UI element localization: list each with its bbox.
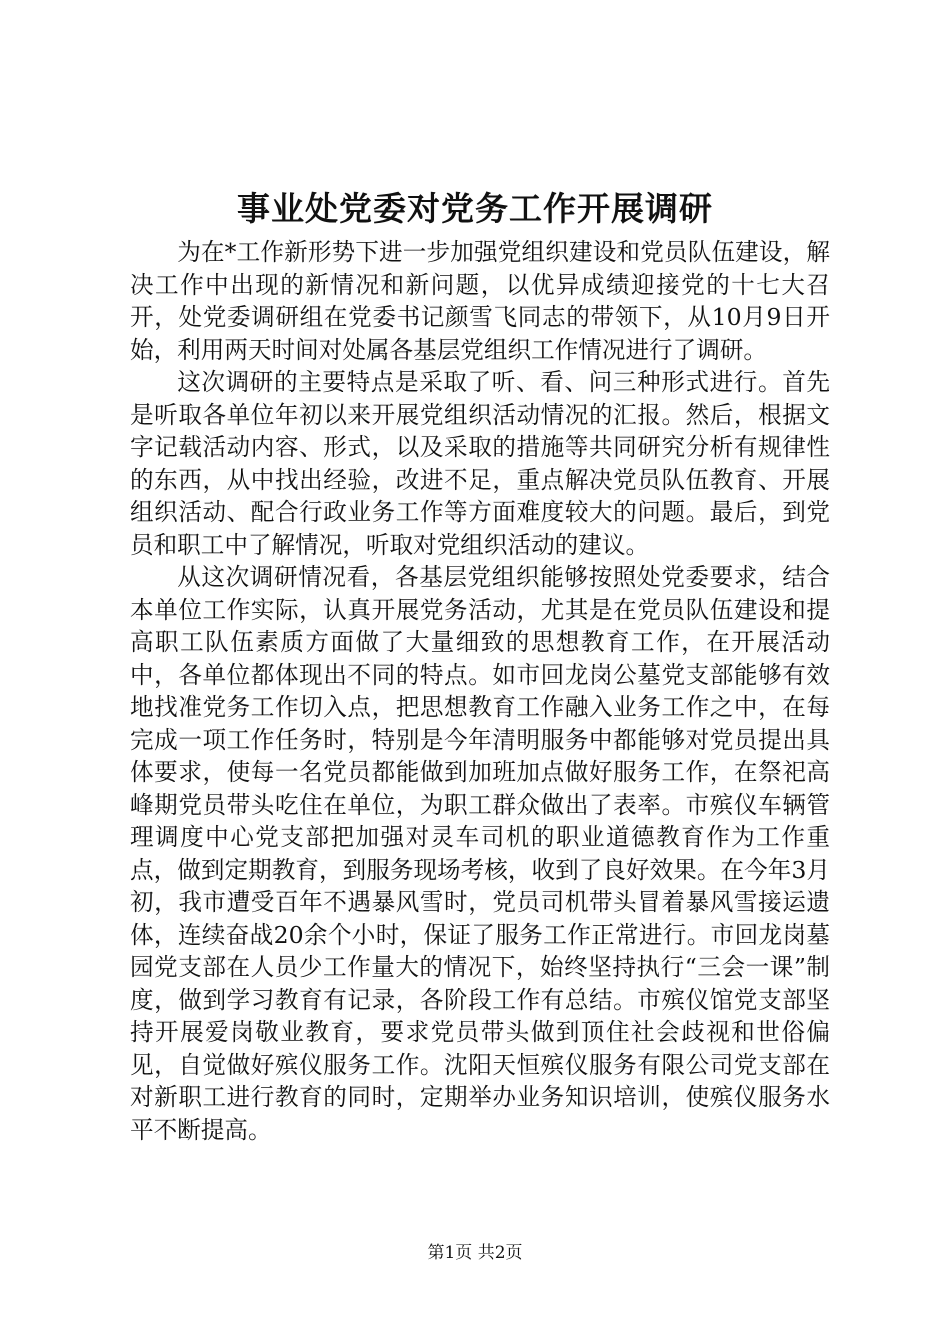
paragraph-findings: 从这次调研情况看，各基层党组织能够按照处党委要求，结合本单位工作实际，认真开展党务活动，尤其是在党员队伍建设和提高职工队伍素质方面做了大量细致的思想教育工作，在开展活动中，各单位都体现出不同的特点。如市回龙岗公墓党支部能够有效地找准党务工作切入点，把思想教育工作融入业务工作之中，在每完成一项工作任务时，特别是今年清明服务中都能够对党员提出具体要求，使每一名党员都能做到加班加点做好服务工作，在祭祀高峰期党员带头吃住在单位，为职工群众做出了表率。市殡仪车辆管理调度中心党支部把加强对灵车司机的职业道德教育作为工作重点，做到定期教育，到服务现场考核，收到了良好效果。在今年3月初，我市遭受百年不遇暴风雪时，党员司机带头冒着暴风雪接运遗体，连续奋战20余个小时，保证了服务工作正常进行。市回龙岗墓园党支部在人员少工作量大的情况下，始终坚持执行“三会一课”制度，做到学习教育有记录，各阶段工作有总结。市殡仪馆党支部坚持开展爱岗敬业教育，要求党员带头做到顶住社会歧视和世俗偏见，自觉做好殡仪服务工作。沈阳天恒殡仪服务有限公司党支部在对新职工进行教育的同时，定期举办业务知识培训，使殡仪服务水平不断提高。 [130,563,830,1144]
page-number-footer: 第1页 共2页 [427,1243,523,1263]
document-body [130,236,830,1146]
document-title: 事业处党委对党务工作开展调研 [237,189,713,228]
paragraph-intro: 为在*工作新形势下进一步加强党组织建设和党员队伍建设，解决工作中出现的新情况和新问题，以优异成绩迎接党的十七大召开，处党委调研组在党委书记颜雪飞同志的带领下，从10月9日开始，利用两天时间对处属各基层党组织工作情况进行了调研。 [130,238,830,364]
paragraph-method: 这次调研的主要特点是采取了听、看、问三种形式进行。首先是听取各单位年初以来开展党组织活动情况的汇报。然后，根据文字记载活动内容、形式，以及采取的措施等共同研究分析有规律性的东西，从中找出经验，改进不足，重点解决党员队伍教育、开展组织活动、配合行政业务工作等方面难度较大的问题。最后，到党员和职工中了解情况，听取对党组织活动的建议。 [130,368,830,559]
